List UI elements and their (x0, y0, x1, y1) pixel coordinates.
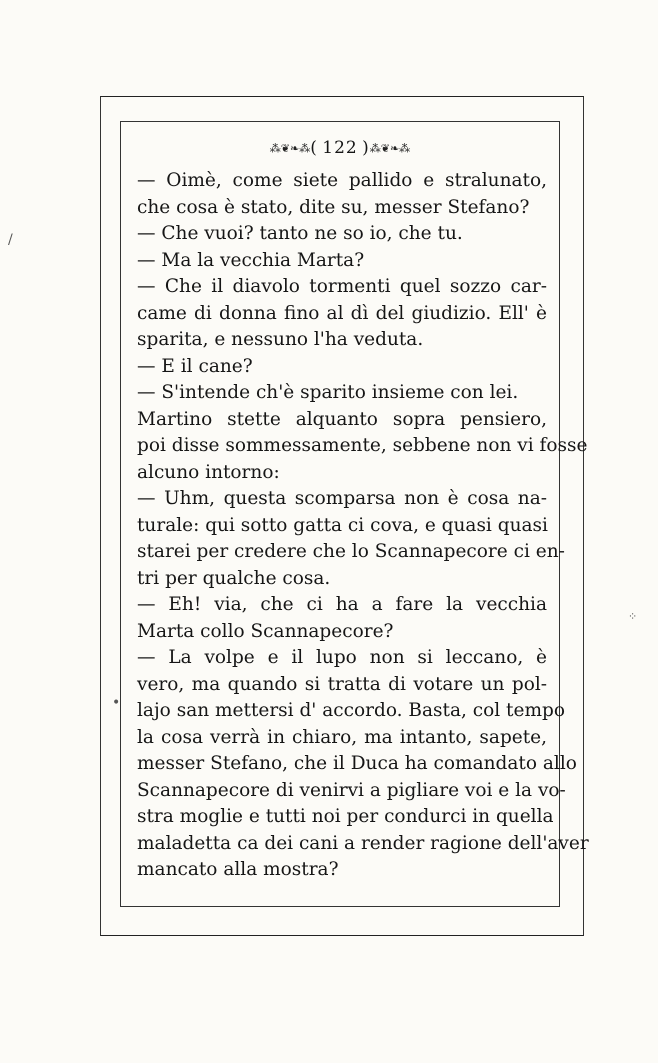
paren-open: ( (310, 138, 323, 158)
margin-speck: • (112, 695, 121, 711)
margin-speck: ⁘ (628, 610, 638, 623)
body-text (137, 168, 589, 884)
text-line: — Oimè, come siete pallido e stralunato, (137, 170, 547, 191)
text-line: turale: qui sotto gatta ci cova, e quasi quasi (137, 514, 548, 536)
text-line: tri per qualche cosa. (137, 567, 331, 589)
text-line: poi disse sommessamente, sebbene non vi fosse (137, 435, 588, 456)
text-line: — Che vuoi? tanto ne so io, che tu. (137, 223, 463, 244)
text-line: alcuno intorno: (137, 461, 280, 483)
text-line: vero, ma quando si tratta di votare un pol- (137, 673, 547, 695)
paren-close: ) (357, 138, 370, 158)
text-line: che cosa è stato, dite su, messer Stefano? (137, 196, 530, 218)
text-line: lajo san mettersi d' accordo. Basta, col tempo (137, 700, 565, 721)
ornament-right: ⁂❦❧⁂ (369, 142, 411, 155)
text-line: mancato alla mostra? (137, 859, 339, 880)
text-line: — Uhm, questa scomparsa non è cosa na- (137, 488, 547, 509)
text-line: — E il cane? (137, 355, 253, 377)
page-header (120, 138, 560, 158)
text-line: la cosa verrà in chiaro, ma intanto, sapete, (137, 726, 547, 748)
text-line: Martino stette alquanto sopra pensiero, (137, 408, 547, 430)
text-line: maladetta ca dei cani a render ragione dell'aver (137, 832, 589, 854)
text-line: stra moglie e tutti noi per condurci in quella (137, 806, 554, 827)
text-line: Marta collo Scannapecore? (137, 620, 394, 642)
text-line: — Che il diavolo tormenti quel sozzo car- (137, 276, 547, 297)
text-line: — Ma la vecchia Marta? (137, 249, 365, 271)
text-line: — La volpe e il lupo non si leccano, è (137, 647, 547, 668)
page-number: 122 (322, 138, 358, 158)
text-line: sparita, e nessuno l'ha veduta. (137, 329, 424, 350)
text-line: came di donna fino al dì del giudizio. Ell' è (137, 302, 547, 324)
ornament-left: ⁂❦❧⁂ (269, 142, 311, 155)
text-line: starei per credere che lo Scannapecore ci en- (137, 541, 565, 562)
text-line: messer Stefano, che il Duca ha comandato allo (137, 753, 577, 774)
margin-speck: / (8, 232, 13, 248)
text-line: Scannapecore di venirvi a pigliare voi e la vo- (137, 779, 566, 801)
text-line: — S'intende ch'è sparito insieme con lei. (137, 382, 519, 403)
text-line: — Eh! via, che ci ha a fare la vecchia (137, 594, 547, 615)
